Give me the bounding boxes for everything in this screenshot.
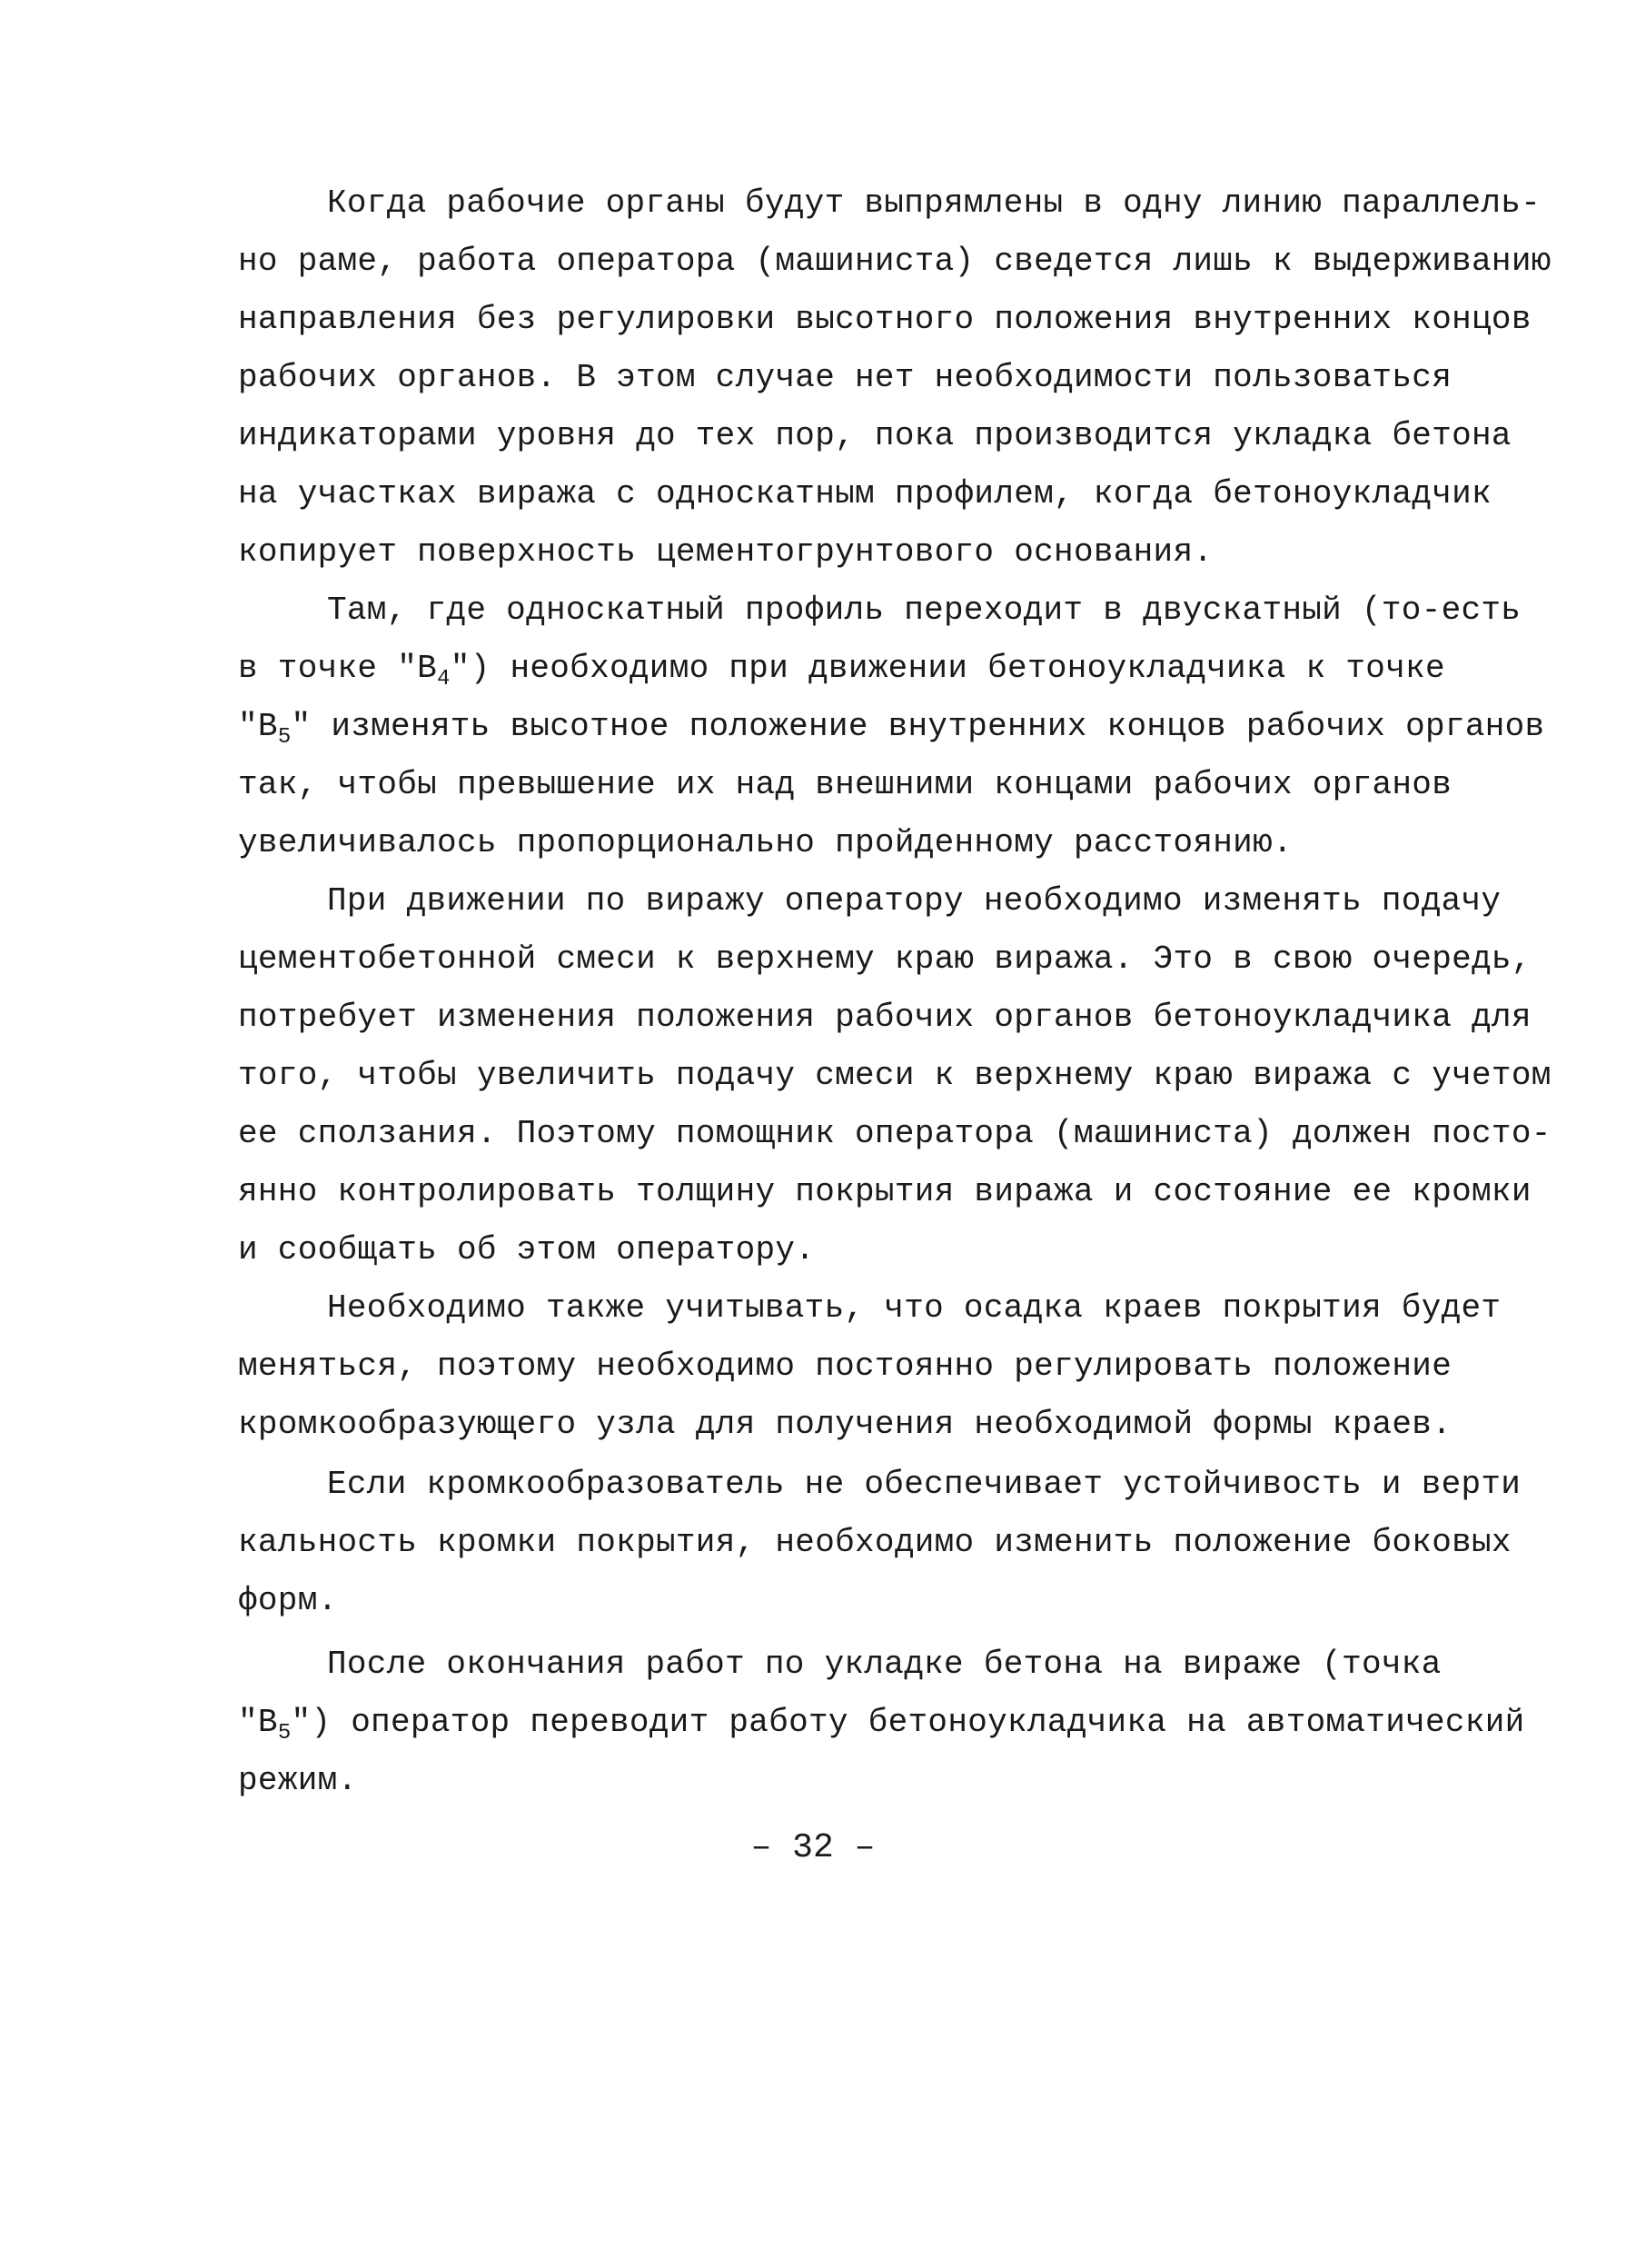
subscript-index: 5 xyxy=(277,1721,292,1746)
text-line xyxy=(238,1703,1525,1746)
text-line: кальность кромки покрытия, необходимо изменить положение боковых xyxy=(238,1524,1512,1561)
text-line: режим. xyxy=(238,1762,358,1799)
text-line: так, чтобы превышение их над внешними концами рабочих органов xyxy=(238,766,1452,803)
text-segment: "B xyxy=(238,1704,278,1741)
text-line: на участках виража с односкатным профилем, когда бетоноукладчик xyxy=(238,475,1492,512)
subscript-index: 5 xyxy=(277,725,292,750)
text-line: При движении по виражу оператору необходимо изменять подачу xyxy=(327,882,1502,920)
text-line: индикаторами уровня до тех пор, пока производится укладка бетона xyxy=(238,417,1512,454)
page-number: – 32 – xyxy=(750,1828,876,1867)
text-line: и сообщать об этом оператору. xyxy=(238,1231,816,1268)
text-line xyxy=(238,707,1545,750)
text-line: янно контролировать толщину покрытия виража и состояние ее кромки xyxy=(238,1173,1532,1210)
text-line: направления без регулировки высотного положения внутренних концов xyxy=(238,301,1532,338)
text-line: ее сползания. Поэтому помощник оператора (машиниста) должен посто- xyxy=(238,1115,1552,1152)
text-line: увеличивалось пропорционально пройденному расстоянию. xyxy=(238,824,1293,861)
text-line: того, чтобы увеличить подачу смеси к верхнему краю виража с учетом xyxy=(238,1057,1552,1094)
text-line: Там, где односкатный профиль переходит в двускатный (то-есть xyxy=(327,592,1522,629)
text-line: рабочих органов. В этом случае нет необходимости пользоваться xyxy=(238,359,1452,396)
text-line: Необходимо также учитывать, что осадка краев покрытия будет xyxy=(327,1289,1502,1327)
text-segment: " изменять высотное положение внутренних концов рабочих органов xyxy=(291,708,1545,745)
text-line: Когда рабочие органы будут выпрямлены в одну линию параллель- xyxy=(327,184,1542,222)
text-line: копирует поверхность цементогрунтового основания. xyxy=(238,533,1214,571)
subscript-index: 4 xyxy=(437,667,451,691)
text-segment: ") необходимо при движении бетоноукладчика к точке xyxy=(450,650,1445,687)
text-line: кромкообразующего узла для получения необходимой формы краев. xyxy=(238,1406,1452,1443)
text-line: Если кромкообразователь не обеспечивает устойчивость и верти xyxy=(327,1466,1522,1503)
text-line: После окончания работ по укладке бетона на вираже (точка xyxy=(327,1646,1442,1683)
text-segment: ") оператор переводит работу бетоноукладчика на автоматический xyxy=(291,1704,1525,1741)
text-line xyxy=(238,649,1445,689)
text-segment: в точке "B xyxy=(238,650,438,687)
text-line: форм. xyxy=(238,1582,338,1619)
text-line: меняться, поэтому необходимо постоянно регулировать положение xyxy=(238,1348,1452,1385)
text-line: цементобетонной смеси к верхнему краю виража. Это в свою очередь, xyxy=(238,940,1532,978)
text-line: потребует изменения положения рабочих органов бетоноукладчика для xyxy=(238,999,1532,1036)
text-line: но раме, работа оператора (машиниста) сведется лишь к выдерживанию xyxy=(238,243,1552,280)
text-segment: "B xyxy=(238,708,278,745)
